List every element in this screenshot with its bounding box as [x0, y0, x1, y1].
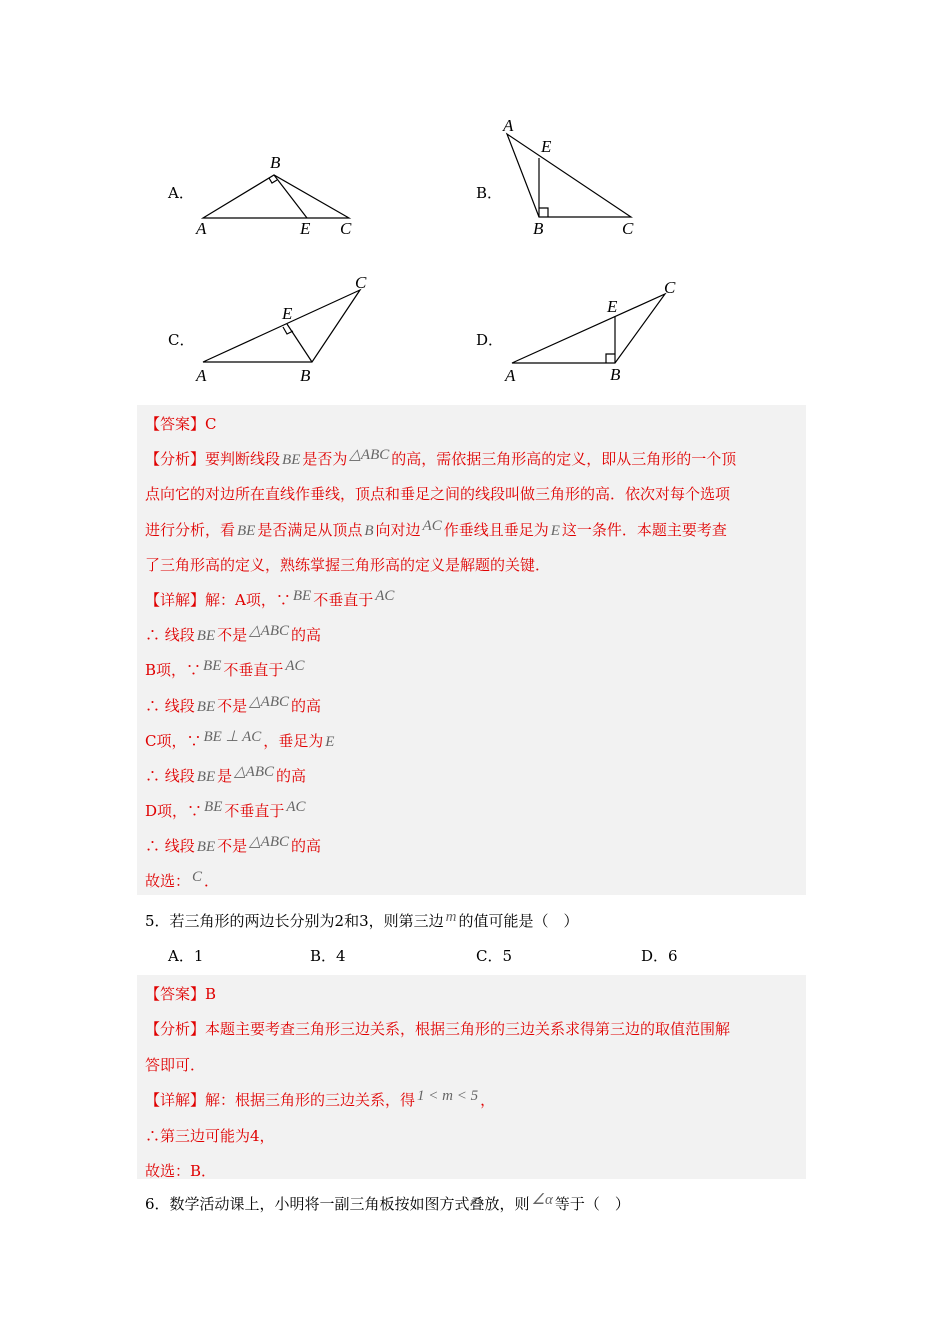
figure-c	[190, 272, 375, 387]
q4-detail-line-7: D项，∵ BE 不垂直于 AC	[145, 799, 306, 821]
point-a: A	[196, 219, 207, 238]
right-angle-mark	[606, 354, 615, 363]
point-b: B	[610, 365, 621, 384]
option-c-label: C．	[168, 331, 195, 349]
q4-detail-line-9: 故选： C ．	[145, 869, 220, 891]
point-a: A	[503, 116, 514, 135]
q4-analysis-line-4: 了三角形高的定义，熟练掌握三角形高的定义是解题的关键．	[145, 555, 551, 574]
point-e: E	[300, 219, 311, 238]
q4-detail-line-3: B项，∵ BE 不垂直于 AC	[145, 658, 305, 680]
q5-option-d: D．6	[641, 947, 678, 965]
q4-analysis-line-2: 点向它的对边所在直线作垂线，顶点和垂足之间的线段叫做三角形的高．依次对每个选项	[145, 485, 731, 504]
q5-detail-line-1: 【详解】解：根据三角形的三边关系，得 1 < m < 5 ，	[145, 1088, 496, 1110]
q5-option-b: B．4	[310, 947, 346, 965]
option-b-label: B．	[476, 184, 503, 202]
point-b: B	[270, 153, 281, 172]
q5-option-c: C．5	[476, 947, 513, 965]
point-e: E	[282, 304, 293, 323]
option-a-label: A．	[168, 184, 194, 202]
point-a: A	[196, 366, 207, 385]
q4-detail-line-2: ∴ 线段 BE 不是 △ABC 的高	[145, 623, 322, 645]
q4-analysis-line-3: 进行分析，看 BE 是否满足从顶点 B 向对边 AC 作垂线且垂足为 E 这一条件．本题主要考查	[145, 517, 727, 539]
q4-analysis-line-1: 【分析】要判断线段 BE 是否为 △ABC 的高，需依据三角形高的定义，即从三角形的一个顶	[145, 447, 737, 469]
q6-question: 6．数学活动课上，小明将一副三角板按如图方式叠放，则 ∠α 等于（ ）	[145, 1192, 630, 1213]
right-angle-mark	[269, 178, 277, 183]
q5-detail-line-3: 故选：B．	[145, 1161, 217, 1180]
figure-b	[495, 112, 645, 242]
point-e: E	[607, 297, 618, 316]
segment-be	[274, 175, 307, 218]
q5-detail-line-2: ∴第三边可能为4，	[145, 1126, 275, 1145]
triangle-abc	[507, 134, 631, 217]
point-b: B	[300, 366, 311, 385]
q4-solution-box	[137, 405, 806, 895]
q4-detail-line-1: 【详解】解：A项，∵ BE 不垂直于 AC	[145, 587, 395, 609]
q5-question: 5．若三角形的两边长分别为2和3，则第三边 m 的值可能是（ ）	[145, 909, 579, 930]
point-c: C	[622, 219, 634, 238]
triangle-abc	[203, 290, 360, 362]
q5-analysis-line-1: 【分析】本题主要考查三角形三边关系，根据三角形的三边关系求得第三边的取值范围解	[145, 1020, 731, 1039]
q5-answer-line: 【答案】B	[145, 985, 217, 1003]
q5-analysis-line-2: 答即可．	[145, 1055, 206, 1074]
segment-be	[287, 324, 312, 362]
q4-detail-line-6: ∴ 线段 BE 是 △ABC 的高	[145, 763, 307, 785]
triangle-abc	[512, 294, 665, 363]
figure-a	[190, 150, 365, 242]
figure-d	[500, 276, 685, 388]
q4-detail-line-8: ∴ 线段 BE 不是 △ABC 的高	[145, 834, 322, 856]
option-d-label: D．	[476, 331, 504, 349]
point-a: A	[505, 366, 516, 385]
q5-solution-box	[137, 975, 806, 1179]
point-c: C	[340, 219, 352, 238]
q4-detail-line-5: C项，∵ BE ⊥ AC ，垂足为 E	[145, 728, 335, 750]
point-c: C	[664, 278, 676, 297]
right-angle-mark	[539, 208, 548, 217]
q5-option-a: A．1	[168, 947, 204, 965]
point-b: B	[533, 219, 544, 238]
q4-answer-line: 【答案】C	[145, 415, 217, 433]
triangle-abc	[203, 175, 349, 218]
point-c: C	[355, 273, 367, 292]
point-e: E	[541, 137, 552, 156]
q4-detail-line-4: ∴ 线段 BE 不是 △ABC 的高	[145, 693, 322, 715]
